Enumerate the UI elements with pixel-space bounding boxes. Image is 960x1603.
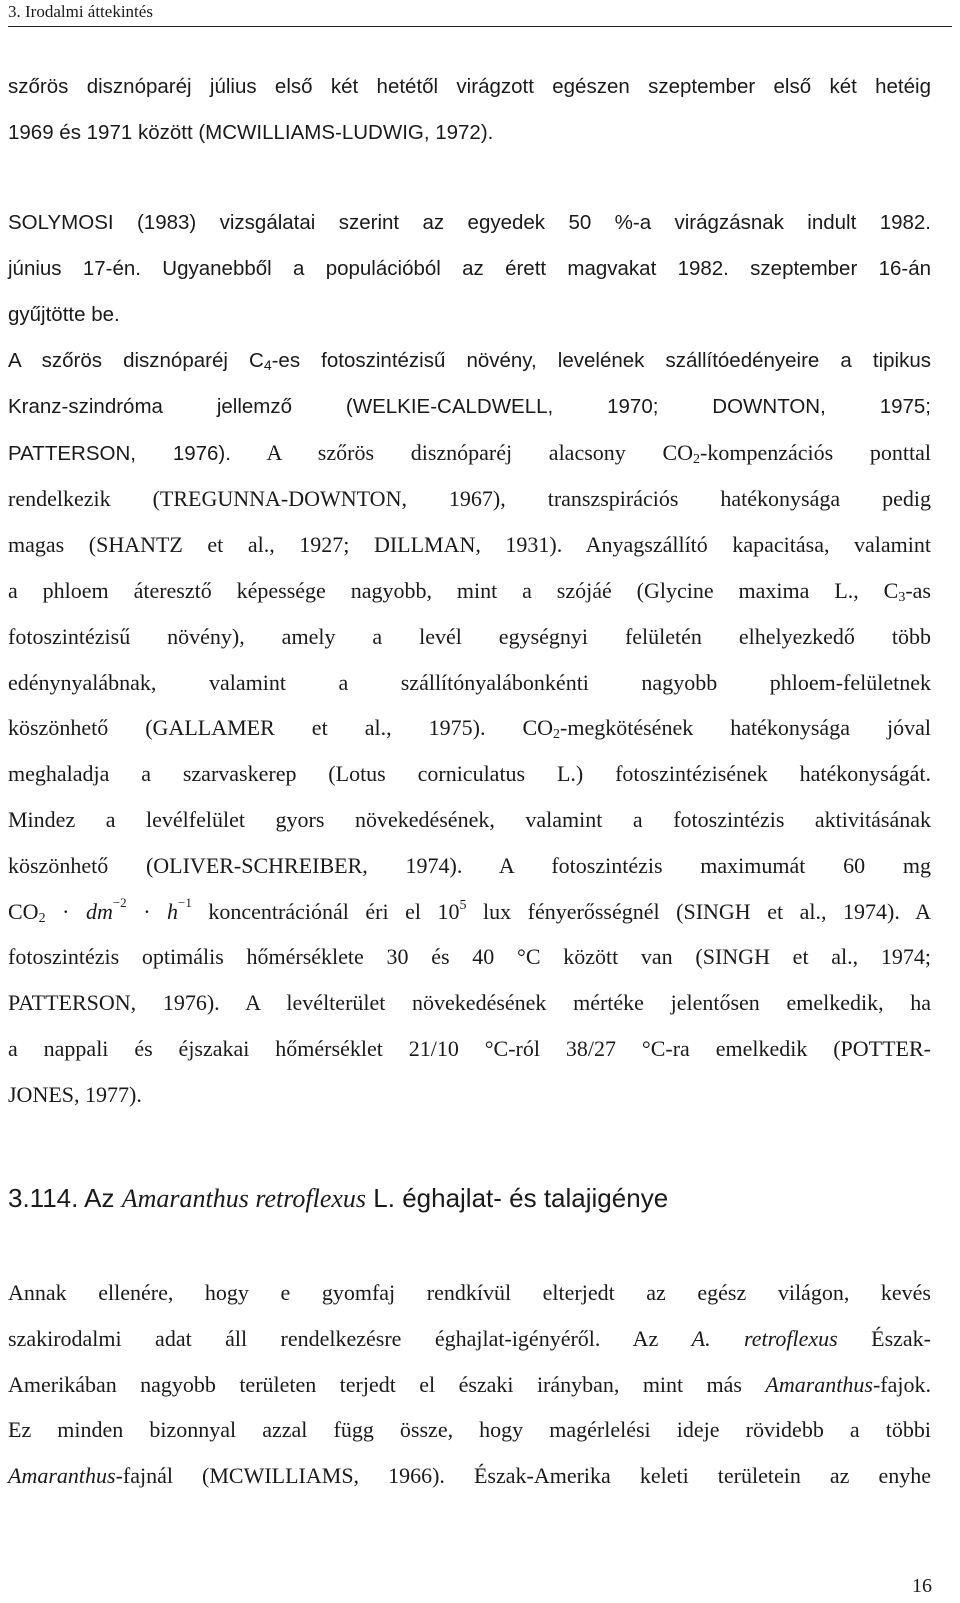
- text-line: magas (SHANTZ et al., 1927; DILLMAN, 1931). Anyagszállító kapacitása, valamint: [8, 532, 931, 558]
- text-line: a nappali és éjszakai hőmérséklet 21/10 °C-ról 38/27 °C-ra emelkedik (POTTER-: [8, 1035, 931, 1061]
- text-line: Kranz-szindróma jellemző (WELKIE-CALDWELL, 1970; DOWNTON, 1975;: [8, 394, 931, 418]
- text-line: 1969 és 1971 között (MCWILLIAMS-LUDWIG, 1972).: [8, 120, 494, 144]
- text-line: [8, 338, 931, 384]
- text-run: -es fotoszintézisű növény, levelének szállítóedényeire a tipikus: [271, 349, 932, 372]
- heading-rest: L. éghajlat- és talajigénye: [366, 1183, 669, 1213]
- species-name: A. retroflexus: [691, 1325, 838, 1351]
- text-line: JONES, 1977).: [8, 1081, 142, 1107]
- text-run: -as: [905, 577, 931, 603]
- unit-formula: [8, 894, 192, 926]
- subscript: 2: [38, 910, 46, 926]
- text-run: koncentrációnál éri el 10: [191, 898, 460, 924]
- text-line: edénynyalábnak, valamint a szállítónyalábonkénti nagyobb phloem-felületnek: [8, 669, 931, 695]
- text-line: PATTERSON, 1976). A levélterület növekedésének mértéke jelentősen emelkedik, ha: [8, 990, 931, 1016]
- subscript: 2: [693, 451, 701, 467]
- text-line: fotoszintézisű növény), amely a levél egységnyi felületén elhelyezkedő több: [8, 623, 931, 649]
- text-line: köszönhető (OLIVER-SCHREIBER, 1974). A fotoszintézis maximumát 60 mg: [8, 852, 931, 878]
- text-line: rendelkezik (TREGUNNA-DOWNTON, 1967), transzspirációs hatékonysága pedig: [8, 486, 931, 512]
- text-run: Észak-: [837, 1325, 931, 1351]
- text-line: [8, 1453, 931, 1499]
- text-line: június 17-én. Ugyanebből a populációból az érett magvakat 1982. szeptember 16-án: [8, 256, 931, 280]
- text-line: gyűjtötte be.: [8, 302, 120, 326]
- section-heading: [8, 1180, 668, 1217]
- formula-dm: dm: [85, 898, 113, 924]
- text-run: -fajok.: [872, 1371, 931, 1397]
- text-line: [8, 568, 931, 614]
- formula-co: CO: [8, 898, 39, 924]
- text-line: SOLYMOSI (1983) vizsgálatai szerint az egyedek 50 %-a virágzásnak indult 1982.: [8, 211, 931, 234]
- text-line: [8, 1362, 931, 1408]
- running-header: [8, 0, 952, 27]
- text-run: szakirodalmi adat áll rendelkezésre éghajlat-igényéről. Az: [8, 1325, 692, 1351]
- formula-dot: ·: [126, 898, 168, 924]
- heading-species: Amaranthus retroflexus: [121, 1184, 367, 1213]
- text-line: Annak ellenére, hogy e gyomfaj rendkívül elterjedt az egész világon, kevés: [8, 1280, 931, 1305]
- text-run: -fajnál (MCWILLIAMS, 1966). Észak-Amerika keleti területein az enyhe: [115, 1463, 931, 1489]
- paragraph-3: [8, 338, 931, 1118]
- text-run: a phloem áteresztő képessége nagyobb, mint a szójáé (Glycine maxima L., C: [8, 577, 899, 603]
- text-run: Amerikában nagyobb területen terjedt el északi irányban, mint más: [8, 1371, 766, 1397]
- paragraph-1: [8, 64, 931, 156]
- text-line: [8, 705, 931, 751]
- superscript: 5: [459, 897, 467, 913]
- superscript: −1: [178, 894, 192, 910]
- text-line: [8, 889, 931, 935]
- chapter-title: 3. Irodalmi áttekintés: [8, 2, 153, 21]
- text-line: [8, 1316, 931, 1362]
- formula-dot: ·: [45, 898, 86, 924]
- text-line: fotoszintézis optimális hőmérséklete 30 és 40 °C között van (SINGH et al., 1974;: [8, 944, 931, 970]
- text-run: -megkötésének hatékonysága jóval: [560, 715, 931, 741]
- text-run: PATTERSON, 1976).: [8, 441, 231, 465]
- page-number: 16: [912, 1575, 932, 1597]
- text-run: A szőrös disznóparéj C: [8, 349, 264, 372]
- text-line: Ez minden bizonnyal azzal függ össze, hogy magérlelési ideje rövidebb a többi: [8, 1417, 931, 1443]
- genus-name: Amaranthus: [8, 1463, 116, 1489]
- text-run: köszönhető (GALLAMER et al., 1975). CO: [8, 715, 554, 741]
- text-run: A szőrös disznóparéj alacsony CO: [230, 439, 694, 465]
- genus-name: Amaranthus: [765, 1371, 873, 1397]
- subscript: 3: [898, 589, 906, 605]
- paragraph-4: [8, 1270, 931, 1499]
- paragraph-2: [8, 200, 931, 337]
- text-run: lux fényerősségnél (SINGH et al., 1974). A: [466, 898, 932, 924]
- text-line: [8, 430, 931, 477]
- subscript: 2: [553, 727, 561, 743]
- superscript: −2: [112, 894, 127, 910]
- text-line: Mindez a levélfelület gyors növekedésének, valamint a fotoszintézis aktivitásának: [8, 806, 931, 832]
- text-run: -kompenzációs ponttal: [700, 439, 931, 465]
- subscript: 4: [263, 357, 272, 373]
- text-line: meghaladja a szarvaskerep (Lotus corniculatus L.) fotoszintézisének hatékonyságát.: [8, 761, 931, 787]
- formula-h: h: [167, 898, 179, 924]
- text-line: szőrös disznóparéj július első két hetétől virágzott egészen szeptember első két hetéig: [8, 75, 931, 98]
- heading-number: 3.114. Az: [8, 1183, 122, 1213]
